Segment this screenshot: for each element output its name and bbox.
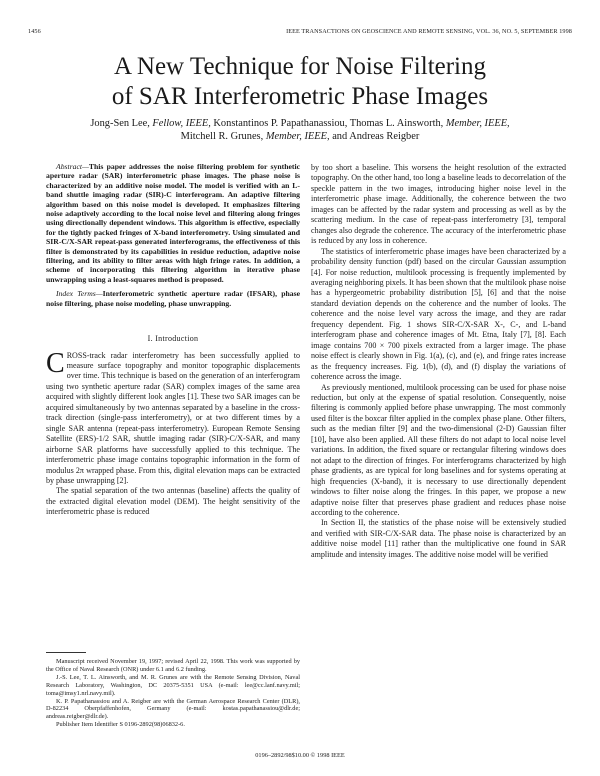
footnote-manuscript: Manuscript received November 19, 1997; revised April 22, 1998. This work was supported by the Office of Naval Research (ONR) under 6.1 and 6.2 funding. <box>46 658 300 673</box>
abstract-text: This paper addresses the noise filtering problem for synthetic aperture radar (SAR) interferometric phase images. The phase noise is characterized by an additive noise model. The model is verified with an L-band shuttle imaging radar (SIR)-C interferogram. An adaptive filtering algorithm based on this noise model is developed. It emphasizes filtering noise adaptively according to the local noise level and filtering along fringes using directionally dependent windows. This algorithm is effective, especially for the tightly packed fringes of X-band interferometry. Using simulated and SIR-C/X-SAR repeat-pass generated interferograms, the effectiveness of this filter is demonstrated by its capabilities in residue reduction, adaptive noise filtering, and its ability to filter areas with high fringe rates. In addition, a scheme of incorporating this filtering algorithm in iterative phase unwrapping using a least-squares method is proposed. <box>46 162 300 284</box>
section-heading: I. Introduction <box>147 334 199 344</box>
intro-paragraph-6: In Section II, the statistics of the phase noise will be extensively studied and verified with SIR-C/X-SAR data. The phase noise is characterized by an additive noise model [11] rather than the multiplicative one found in SAR amplitude and intensity images. The additive noise model will be verified <box>311 518 566 559</box>
author-name: Mitchell R. Grunes, <box>180 131 264 142</box>
index-terms-lead: Index Terms— <box>56 289 103 299</box>
authors-line-1 <box>0 117 600 130</box>
index-terms <box>46 289 300 308</box>
intro-paragraph-2: The spatial separation of the two antennas (baseline) affects the quality of the extracted digital elevation model (DEM). The height sensitivity of the interferometric phase is reduced <box>46 486 300 517</box>
authors-line-2 <box>0 130 600 143</box>
abstract <box>46 162 300 284</box>
intro-paragraph-1 <box>46 347 300 487</box>
author-affiliation: Member, IEEE, <box>265 131 330 142</box>
footnote-rule <box>46 652 86 653</box>
footnote-identifier: Publisher Item Identifier S 0196-2892(98)06832-6. <box>56 721 185 729</box>
footnote-affiliation-1: J.-S. Lee, T. L. Ainsworth, and M. R. Grunes are with the Remote Sensing Division, Naval Research Laboratory, Washington, DC 20375-5351 USA (e-mail: lee@cc.lanf.navy.mil; toma@imsy1.nrl.navy.mil). <box>46 673 300 697</box>
index-terms-text: Interferometric synthetic aperture radar (IFSAR), phase noise filtering, phase noise modeling, phase unwrapping. <box>46 289 300 308</box>
intro-paragraph-3: by too short a baseline. This worsens the height resolution of the extracted topography. On the other hand, too long a baseline leads to decorrelation of the speckle pattern in the two images, introducing higher noise level in the interferometric phase image. Additionally, the coherence between the two images can be affected by the radar system and processing as well as by the scattering medium. In the case of repeat-pass interferometry [3], temporal changes also degrade the coherence. The accuracy of the interferometric phase is reduced by any loss in coherence. <box>311 163 566 246</box>
title-line-1: A New Technique for Noise Filtering <box>113 53 487 80</box>
author-name: and Andreas Reigber <box>332 131 420 142</box>
author-affiliation: Member, IEEE, <box>445 118 510 129</box>
page-number: 1456 <box>28 28 41 35</box>
intro-paragraph-4: The statistics of interferometric phase images have been characterized by a probability density function (pdf) based on the circular Gaussian assumption [4]. For noise reduction, multilook processing is frequently implemented by averaging neighboring pixels. It has been shown that the multilook phase noise has a hypergeometric probability distribution [5], [6] and that the noise standard deviation depends on the coherence and the number of looks. The coherence and the noise level vary across the image, and they are radar frequency dependent. Fig. 1 shows SIR-C/X-SAR X-, C-, and L-band interferogram phase and coherence images of Mt. Etna, Italy [7], [8]. Each image contains 700 × 700 pixels extracted from a larger image. The phase noise effect is clearly shown in Fig. 1(a), (c), and (e), and fringe rates increase as the frequency increases. Fig. 1(b), (d), and (f) display the variations of coherence across the image. <box>311 246 566 382</box>
abstract-lead: Abstract— <box>56 162 89 171</box>
author-name: Jong-Sen Lee, <box>90 118 150 129</box>
author-name: Konstantinos P. Papathanassiou, Thomas L. Ainsworth, <box>213 118 444 129</box>
title-line-2: of SAR Interferometric Phase Images <box>111 83 489 110</box>
running-header <box>28 28 572 38</box>
paper-title <box>0 52 600 112</box>
intro-paragraph-5: As previously mentioned, multilook processing can be used for phase noise reduction, but only at the expense of spatial resolution. Consequently, noise filtering is commonly applied before phase unwrapping. The most commonly used filter is the boxcar filter applied in the complex phase plane. Other filters, such as the median filter [9] and the two-dimensional (2-D) Gaussian filter [10], have also been applied. All these filters do not adapt to local noise level variations. In addition, the fixed square or rectangular filtering windows does not adapt to the direction of fringes. For interferograms characterized by high phase gradients, as are typical for long baselines and for systems operating at high frequencies (X-band), it is necessary to use directionally dependent windows to filter noise along the fringes. In this paper, we propose a new adaptive noise filter that preserves phase gradient and reduces phase noise according to the coherence. <box>311 382 566 517</box>
author-list <box>0 117 600 143</box>
author-affiliation: Fellow, IEEE, <box>152 118 211 129</box>
left-column <box>46 162 300 518</box>
copyright-line: 0196–2892/98$10.00 © 1998 IEEE <box>255 752 345 759</box>
drop-cap: C <box>46 347 65 379</box>
right-column <box>311 163 566 560</box>
footnote-affiliation-2: K. P. Papathanassiou and A. Reigber are with the German Aerospace Research Center (DLR), D-82234 Oberpfaffenhofen, Germany (e-mail: kostas.papathanassiou@dlr.de; andreas.reigber@dlr.de). <box>46 697 300 721</box>
footnote <box>46 658 300 729</box>
intro-paragraph-1-text: ROSS-track radar interferometry has been successfully applied to measure surface topography and monitor topographic displacements over time. This technique is based on the generation of an interferogram using two synthetic aperture radar (SAR) complex images of the same area acquired with slightly different look angles [1]. These two SAR images can be acquired simultaneously by two antennas separated by a baseline in the cross-track direction (single-pass interferometry), or at two different times by a single SAR antenna (repeat-pass interferometry). European Remote Sensing Satellite (ERS)-1/2 SAR, shuttle imaging radar (SIR)-C/X-SAR, and many airborne SAR platforms have successfully applied to this technique. The interferometric phase image contains topographic information in the form of modulus 2π wrapped phase. From this, digital elevation maps can be extracted by phase unwrapping [2]. <box>46 350 300 485</box>
journal-header: IEEE TRANSACTIONS ON GEOSCIENCE AND REMOTE SENSING, VOL. 36, NO. 5, SEPTEMBER 1998 <box>286 28 572 35</box>
